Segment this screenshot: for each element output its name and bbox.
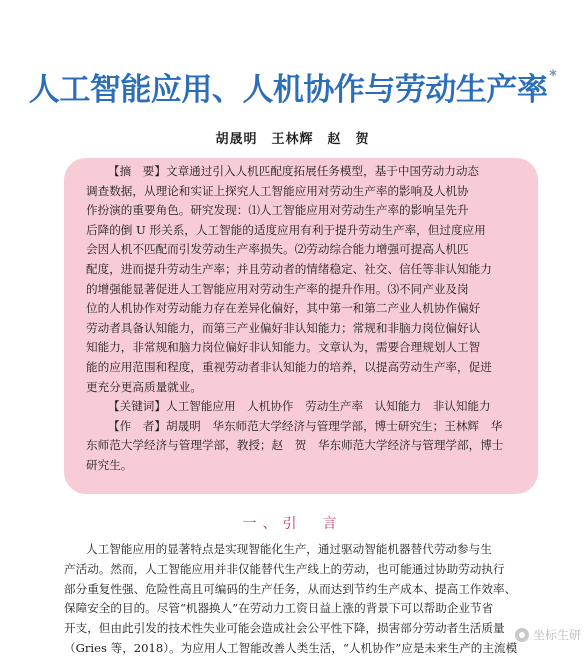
abstract-line: 会因人机不匹配而引发劳动生产率损失。⑵劳动综合能力增强可提高人机匹 [86,242,469,257]
body-line: 产活动。然而，人工智能应用并非仅能替代生产线上的劳动，也可能通过协助劳动执行 [64,561,505,576]
abstract-box [64,158,538,494]
body-line: 人工智能应用的显著特点是实现智能化生产，通过驱动智能机器替代劳动参与生 [86,542,492,556]
article-title-text: 人工智能应用、人机协作与劳动生产率 [28,72,548,108]
keywords-line: 【关键词】人工智能应用 人机协作 劳动生产率 认知能力 非认知能力 [108,399,491,414]
abstract-line: 位的人机协作对劳动能力存在差异化偏好，其中第一和第二产业人机协作偏好 [86,301,481,316]
author-info-line: 研究生。 [86,457,133,472]
body-line: （Gries 等，2018）。为应用人工智能改善人类生活，“人机协作”应是未来生产的主流模 [64,640,518,655]
abstract-line: 知能力，非常规和脑力岗位偏好非认知能力。文章认为，需要合理规划人工智 [86,340,481,355]
abstract-line: 配度，进而提升劳动生产率；并且劳动者的情绪稳定、社交、信任等非认知能力 [86,261,492,276]
abstract-line: 后降的倒 U 形关系，人工智能的适度应用有利于提升劳动生产率，但过度应用 [86,222,486,237]
abstract-line: 的增强能显著促进人工智能应用对劳动生产率的提升作用。⑶不同产业及岗 [86,281,469,296]
body-line: 部分重复性强、危险性高且可编码的生产任务，从而达到节约生产成本、提高工作效率、 [64,581,517,596]
author-list: 胡晟明 王林辉 赵 贺 [215,132,370,147]
watermark-logo-icon [515,628,529,642]
abstract-line: 劳动者具备认知能力，而第三产业偏好非认知能力；常规和非脑力岗位偏好认 [86,320,481,335]
abstract-line: 调查数据，从理论和实证上探究人工智能应用对劳动生产率的影响及人机协 [86,183,469,198]
abstract-line: 能的应用范围和程度，重视劳动者非认知能力的培养，以提高劳动生产率，促进 [86,359,492,374]
author-info-line: 【作 者】胡晟明 华东师范大学经济与管理学部，博士研究生；王林辉 华 [108,418,503,433]
watermark [515,626,581,643]
title-footnote-mark: * [549,68,557,84]
author-info-line: 东师范大学经济与管理学部，教授；赵 贺 华东师范大学经济与管理学部，博士 [86,438,504,453]
abstract-line: 更充分更高质量就业。 [86,379,202,394]
body-paragraph [64,540,550,659]
abstract-line: 作扮演的重要角色。研究发现：⑴人工智能应用对劳动生产率的影响呈先升 [86,203,469,218]
body-line: 保障安全的目的。尽管“机器换人”在劳动力工资日益上涨的背景下可以帮助企业节省 [64,601,494,616]
section-heading: 一、引 言 [242,516,343,532]
article-title [0,64,585,109]
watermark-text: 坐标生研 [532,628,581,642]
abstract-line: 【摘 要】文章通过引入人机匹配度拓展任务模型，基于中国劳动力动态 [108,164,480,178]
body-line: 开支，但由此引发的技术性失业可能会造成社会公平性下降，损害部分劳动者生活质量 [64,621,505,636]
